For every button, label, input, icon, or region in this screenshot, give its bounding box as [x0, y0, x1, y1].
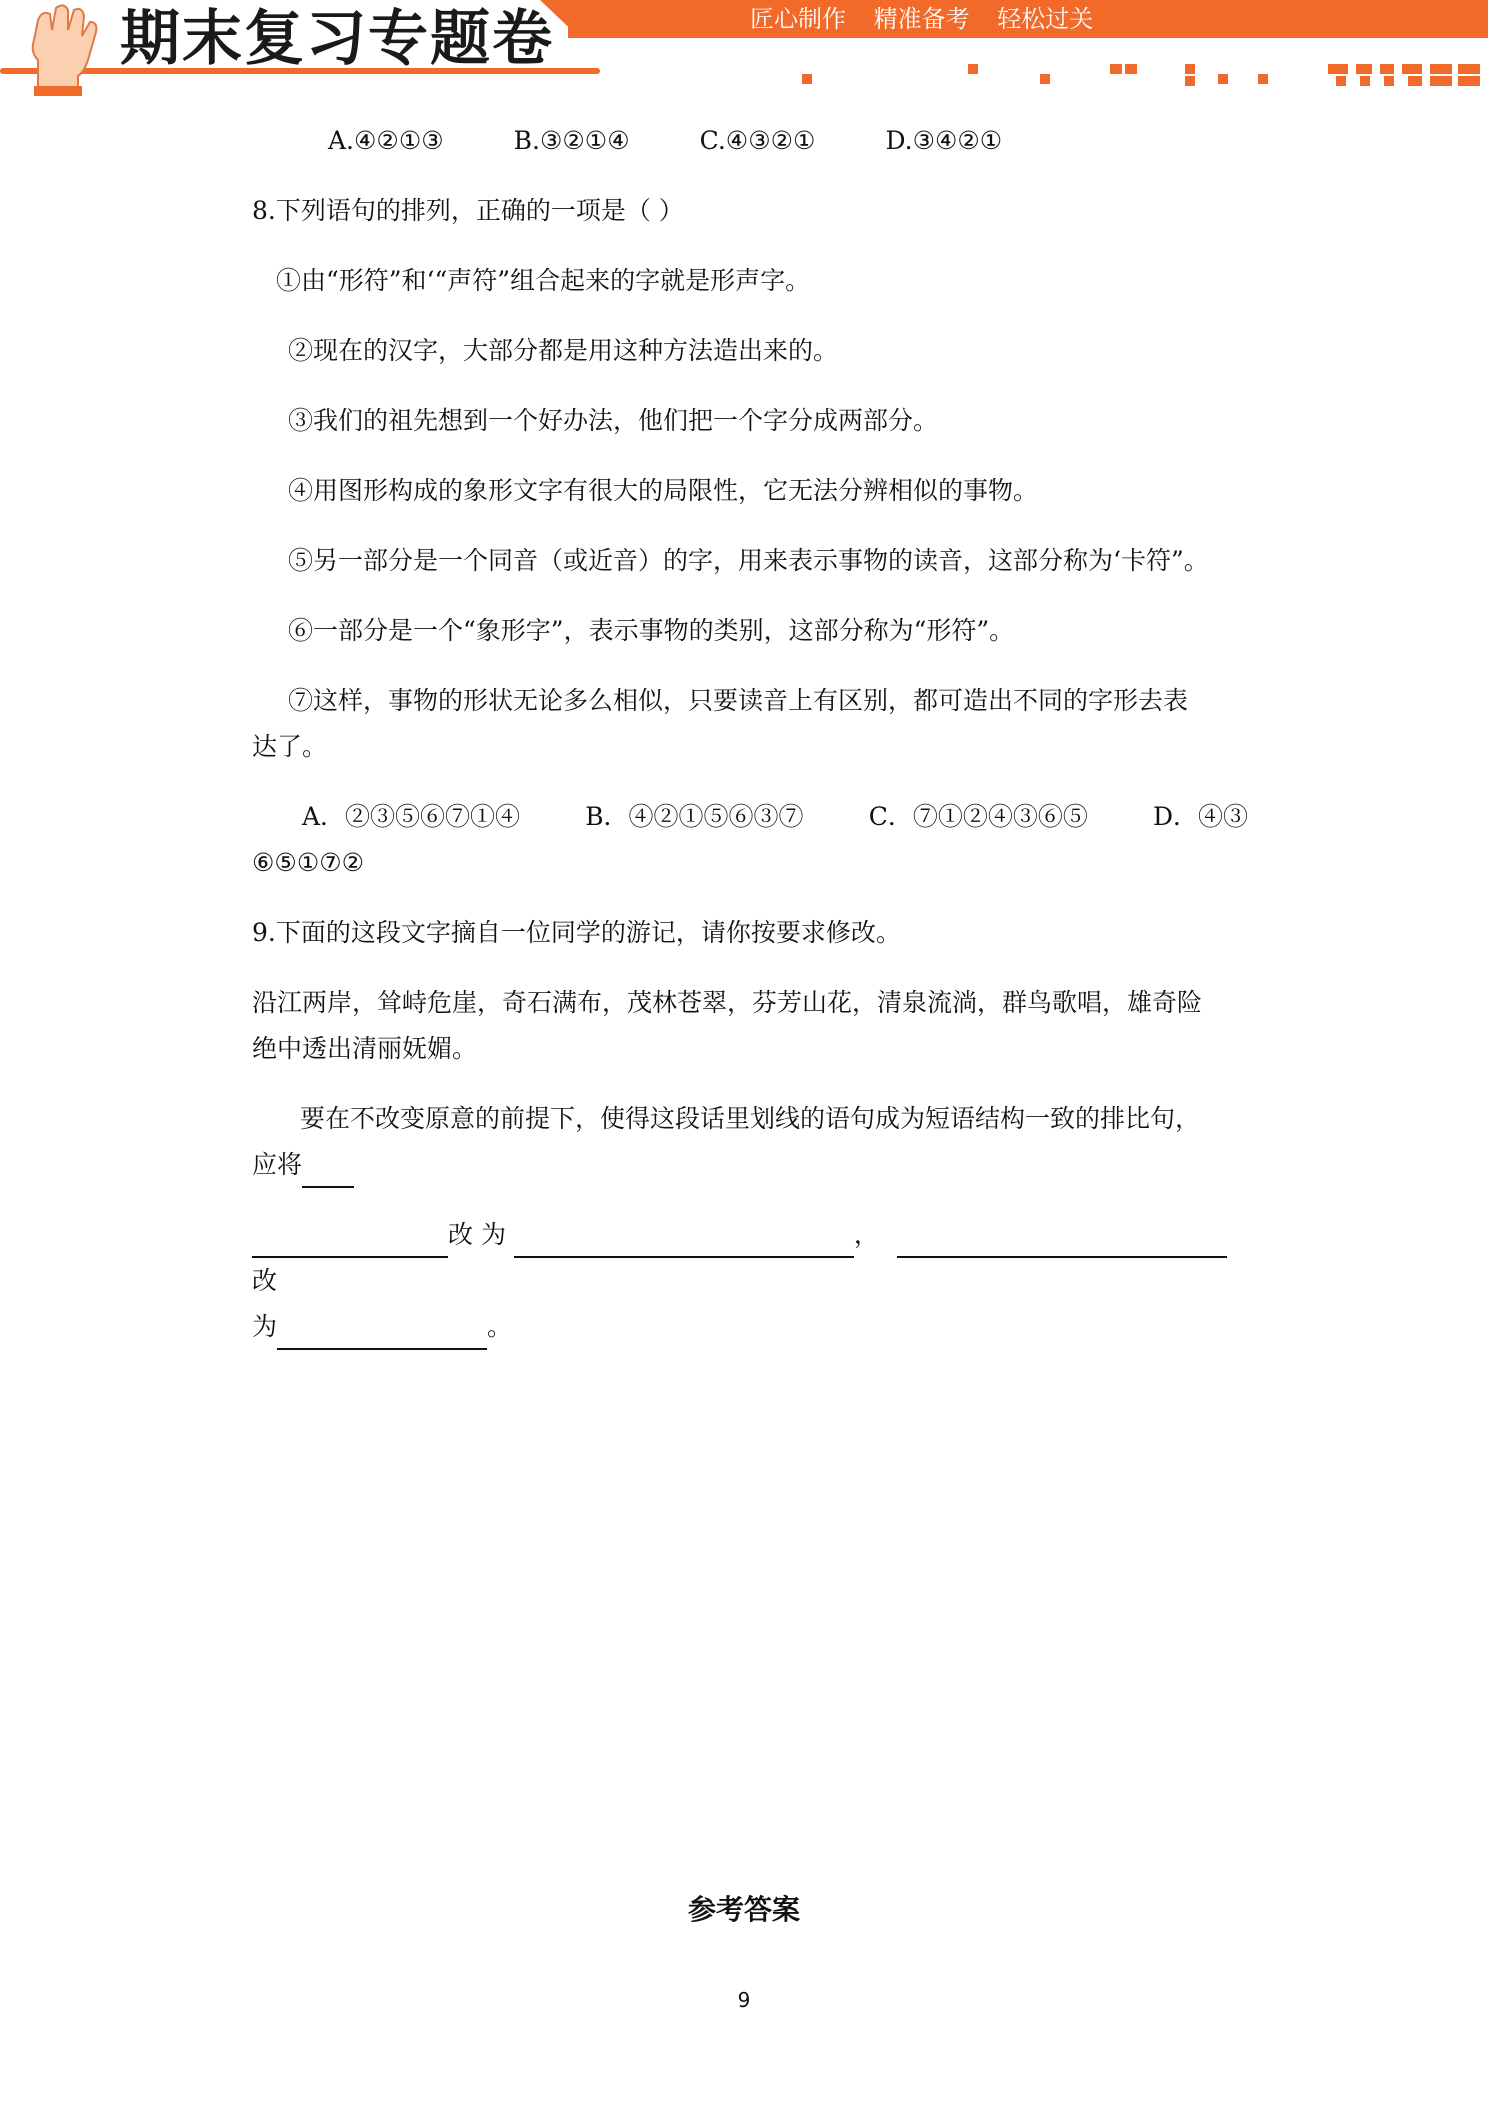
header-title: 期末复习专题卷: [120, 4, 554, 74]
q8-option-c: C．⑦①②④③⑥⑤: [868, 802, 1088, 831]
fill-word: 改 为: [448, 1220, 506, 1249]
answer-title: 参考答案: [687, 1893, 800, 1926]
q8-item: ⑤另一部分是一个同音（或近音）的字，用来表示事物的读音，这部分称为‘卡符”。: [288, 546, 1209, 575]
q7-option-c: C.④③②①: [699, 126, 816, 155]
q8-item: ⑥一部分是一个“象形字”，表示事物的类别，这部分称为“形符”。: [288, 616, 1015, 645]
q9-passage: 沿江两岸，耸峙危崖，奇石满布，茂林苍翠，芬芳山花，清泉流淌，群鸟歌唱，雄奇险: [252, 988, 1203, 1017]
fill-end: 。: [487, 1312, 513, 1341]
q8-item-7: ⑦这样，事物的形状无论多么相似，只要读音上有区别，都可造出不同的字形去表: [288, 686, 1189, 715]
q9-fill-line: [252, 1212, 1248, 1304]
q9-instruction-text: 应将: [252, 1150, 303, 1179]
q7-options: [252, 118, 1248, 164]
decorative-squares: [790, 60, 1488, 90]
q7-option-d: D.③④②①: [885, 126, 1003, 155]
q9-fill-line-2: [252, 1304, 1248, 1350]
q9-stem: 9.下面的这段文字摘自一位同学的游记，请你按要求修改。: [252, 918, 901, 947]
answer-blank[interactable]: [277, 1318, 487, 1350]
q8-item: ②现在的汉字，大部分都是用这种方法造出来的。: [288, 336, 839, 365]
q8-stem: 8.下列语句的排列，正确的一项是（ ）: [252, 196, 684, 225]
q8-option-d: D．④③: [1152, 802, 1248, 831]
answer-blank[interactable]: [302, 1156, 354, 1188]
q8-option-a: A．②③⑤⑥⑦①④: [302, 802, 521, 831]
answer-blank[interactable]: [514, 1226, 854, 1258]
q7-option-a: A.④②①③: [328, 126, 444, 155]
fill-word: 为: [252, 1312, 278, 1341]
fist-icon: [8, 0, 108, 100]
header-slogan: 匠心制作 精准备考 轻松过关: [750, 5, 1094, 33]
answer-blank[interactable]: [897, 1226, 1227, 1258]
fill-comma: ，: [853, 1220, 879, 1249]
q9-instruction: 要在不改变原意的前提下，使得这段话里划线的语句成为短语结构一致的排比句，: [300, 1104, 1201, 1133]
answer-blank[interactable]: [252, 1226, 448, 1258]
q7-option-b: B.③②①④: [513, 126, 630, 155]
page-header: [0, 0, 1488, 110]
fill-word: 改: [252, 1266, 278, 1295]
page-number: 9: [737, 1988, 751, 2012]
q8-item: ①由“形符”和‘“声符”组合起来的字就是形声字。: [276, 266, 811, 295]
q9-instruction-wrap: [252, 1142, 1248, 1188]
q8-item-7-wrap: 达了。: [252, 732, 328, 761]
q9-passage-wrap: 绝中透出清丽妩媚。: [252, 1034, 478, 1063]
q8-option-b: B．④②①⑤⑥③⑦: [585, 802, 804, 831]
q8-options: [252, 794, 1248, 840]
q8-item: ③我们的祖先想到一个好办法，他们把一个字分成两部分。: [288, 406, 939, 435]
document-body: [252, 118, 1248, 1350]
q8-item: ④用图形构成的象形文字有很大的局限性，它无法分辨相似的事物。: [288, 476, 1039, 505]
q8-options-wrap: ⑥⑤①⑦②: [252, 848, 365, 877]
